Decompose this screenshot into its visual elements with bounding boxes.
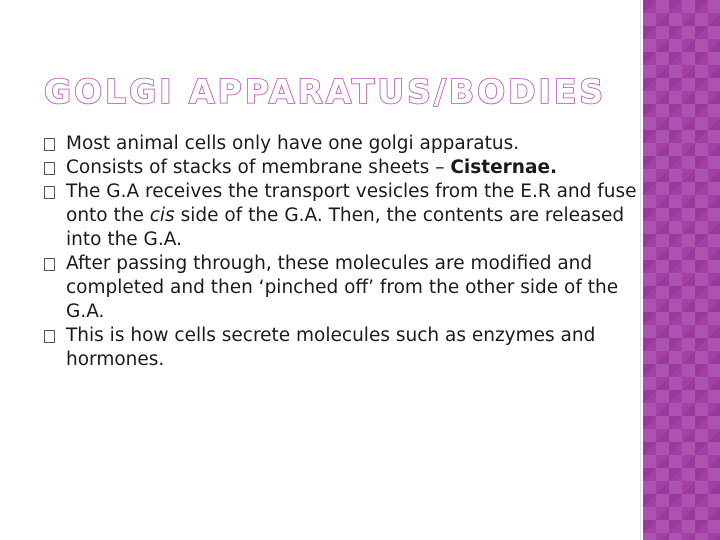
checkbox-outline-icon — [44, 258, 55, 271]
bullet-item — [44, 132, 640, 156]
decorative-side-panel — [643, 0, 720, 540]
bullet-text: Consists of stacks of membrane sheets – — [66, 157, 451, 178]
bullet-text: This is how cells secrete molecules such as enzymes and hormones. — [66, 325, 596, 370]
bullet-text-after: side of the G.A. Then, the contents are released into the G.A. — [66, 205, 625, 250]
slide-title: GOLGI APPARATUS/BODIES — [44, 72, 607, 111]
bullet-item — [44, 324, 640, 372]
bullet-item — [44, 156, 640, 180]
bullet-text: Most animal cells only have one golgi apparatus. — [66, 133, 520, 154]
bullet-term: Cisternae. — [450, 157, 558, 178]
checkbox-outline-icon — [44, 186, 55, 199]
bullet-item — [44, 252, 640, 324]
checkbox-outline-icon — [44, 138, 55, 151]
checkbox-outline-icon — [44, 330, 55, 343]
bullet-italic-term: cis — [149, 205, 175, 226]
bullet-text: The G.A receives the transport vesicles from the E.R and fuse onto the — [66, 181, 637, 226]
bullet-item — [44, 180, 640, 252]
bullet-text: After passing through, these molecules are modified and completed and then ‘pinched off’ from the other side of the G.A. — [66, 253, 619, 322]
checkbox-outline-icon — [44, 162, 55, 175]
bullet-list — [44, 132, 640, 372]
